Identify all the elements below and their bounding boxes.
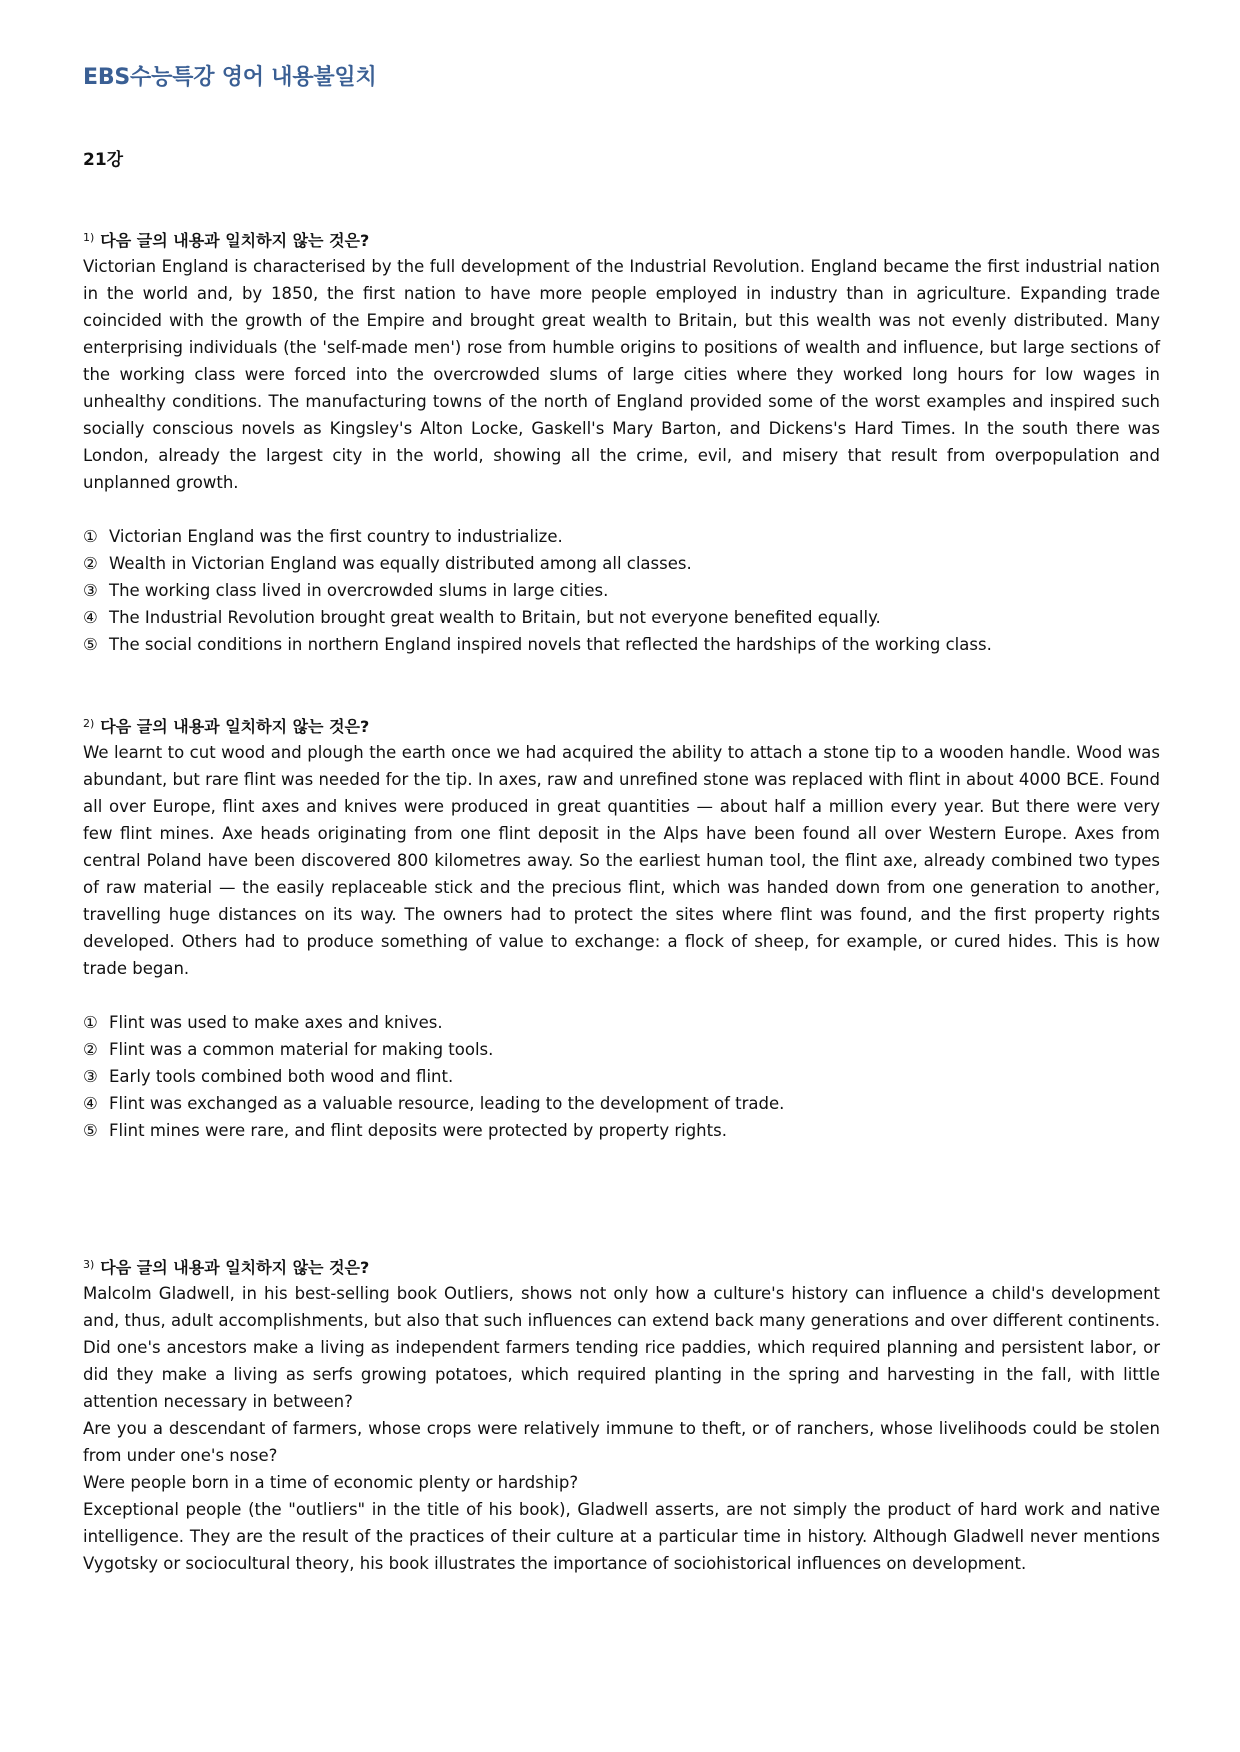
question-number: 2) xyxy=(83,717,95,730)
question-number: 3) xyxy=(83,1258,95,1271)
option-text: The working class lived in overcrowded slums in large cities. xyxy=(109,581,609,600)
question-header xyxy=(83,713,1160,739)
option-marker: ② xyxy=(83,1040,98,1059)
answer-option-5[interactable] xyxy=(83,631,1160,658)
answer-option-3[interactable] xyxy=(83,577,1160,604)
option-text: The Industrial Revolution brought great wealth to Britain, but not everyone benefited equally. xyxy=(109,608,881,627)
option-marker: ⑤ xyxy=(83,1121,98,1140)
answer-option-1[interactable] xyxy=(83,1009,1160,1036)
answer-option-1[interactable] xyxy=(83,523,1160,550)
question-passage: Victorian England is characterised by the full development of the Industrial Revolution. England became the first industrial nation in the world and, by 1850, the first nation to have more people employed in industry than in agriculture. Expanding trade coincided with the growth of the Empire and brought great wealth to Britain, but this wealth was not evenly distributed. Many enterprising individuals (the 'self-made men') rose from humble origins to positions of wealth and influence, but large sections of the working class were forced into the overcrowded slums of large cities where they worked long hours for low wages in unhealthy conditions. The manufacturing towns of the north of England provided some of the worst examples and inspired such socially conscious novels as Kingsley's Alton Locke, Gaskell's Mary Barton, and Dickens's Hard Times. In the south there was London, already the largest city in the world, showing all the crime, evil, and misery that result from overpopulation and unplanned growth. xyxy=(83,257,1160,492)
answer-option-3[interactable] xyxy=(83,1063,1160,1090)
question-passage: We learnt to cut wood and plough the earth once we had acquired the ability to attach a stone tip to a wooden handle. Wood was abundant, but rare flint was needed for the tip. In axes, raw and unrefined stone was replaced with flint in about 4000 BCE. Found all over Europe, flint axes and knives were produced in great quantities — about half a million every year. But there were very few flint mines. Axe heads originating from one flint deposit in the Alps have been found all over Western Europe. Axes from central Poland have been discovered 800 kilometres away. So the earliest human tool, the flint axe, already combined two types of raw material — the easily replaceable stick and the precious flint, which was handed down from one generation to another, travelling huge distances on its way. The owners had to protect the sites where flint was found, and the first property rights developed. Others had to produce something of value to exchange: a flock of sheep, for example, or cured hides. This is how trade began. xyxy=(83,743,1160,978)
passage-paragraph: Were people born in a time of economic plenty or hardship? xyxy=(83,1473,579,1492)
question-1 xyxy=(83,227,1160,658)
option-text: Early tools combined both wood and flint. xyxy=(109,1067,454,1086)
question-prompt: 다음 글의 내용과 일치하지 않는 것은? xyxy=(100,1258,370,1277)
question-prompt: 다음 글의 내용과 일치하지 않는 것은? xyxy=(100,717,370,736)
option-text: Wealth in Victorian England was equally distributed among all classes. xyxy=(109,554,692,573)
option-text: Victorian England was the first country to industrialize. xyxy=(109,527,563,546)
document-title: EBS수능특강 영어 내용불일치 xyxy=(83,65,377,90)
question-number: 1) xyxy=(83,231,95,244)
answer-option-5[interactable] xyxy=(83,1117,1160,1144)
answer-option-2[interactable] xyxy=(83,1036,1160,1063)
answer-options xyxy=(83,1009,1160,1144)
passage-paragraph: Exceptional people (the "outliers" in the title of his book), Gladwell asserts, are not simply the product of hard work and native intelligence. They are the result of the practices of their culture at a particular time in history. Although Gladwell never mentions Vygotsky or sociocultural theory, his book illustrates the importance of sociohistorical influences on development. xyxy=(83,1500,1160,1573)
option-marker: ⑤ xyxy=(83,635,98,654)
option-text: Flint was exchanged as a valuable resource, leading to the development of trade. xyxy=(109,1094,785,1113)
option-marker: ② xyxy=(83,554,98,573)
option-text: Flint mines were rare, and flint deposits were protected by property rights. xyxy=(109,1121,727,1140)
answer-option-4[interactable] xyxy=(83,1090,1160,1117)
lesson-label: 21강 xyxy=(83,150,124,170)
question-header xyxy=(83,227,1160,253)
option-text: Flint was used to make axes and knives. xyxy=(109,1013,443,1032)
option-marker: ① xyxy=(83,527,98,546)
option-text: Flint was a common material for making tools. xyxy=(109,1040,494,1059)
question-prompt: 다음 글의 내용과 일치하지 않는 것은? xyxy=(100,231,370,250)
passage-paragraph: Are you a descendant of farmers, whose crops were relatively immune to theft, or of ranchers, whose livelihoods could be stolen from under one's nose? xyxy=(83,1419,1160,1465)
option-text: The social conditions in northern England inspired novels that reflected the hardships of the working class. xyxy=(109,635,992,654)
answer-option-4[interactable] xyxy=(83,604,1160,631)
option-marker: ④ xyxy=(83,608,98,627)
option-marker: ④ xyxy=(83,1094,98,1113)
option-marker: ③ xyxy=(83,1067,98,1086)
question-header xyxy=(83,1254,1160,1280)
answer-options xyxy=(83,523,1160,658)
question-2 xyxy=(83,713,1160,1144)
option-marker: ① xyxy=(83,1013,98,1032)
passage-paragraph: Malcolm Gladwell, in his best-selling book Outliers, shows not only how a culture's history can influence a child's development and, thus, adult accomplishments, but also that such influences can extend back many generations and over different continents. Did one's ancestors make a living as independent farmers tending rice paddies, which required planning and persistent labor, or did they make a living as serfs growing potatoes, which required planting in the spring and harvesting in the fall, with little attention necessary in between? xyxy=(83,1284,1160,1411)
question-3 xyxy=(83,1254,1160,1577)
answer-option-2[interactable] xyxy=(83,550,1160,577)
option-marker: ③ xyxy=(83,581,98,600)
